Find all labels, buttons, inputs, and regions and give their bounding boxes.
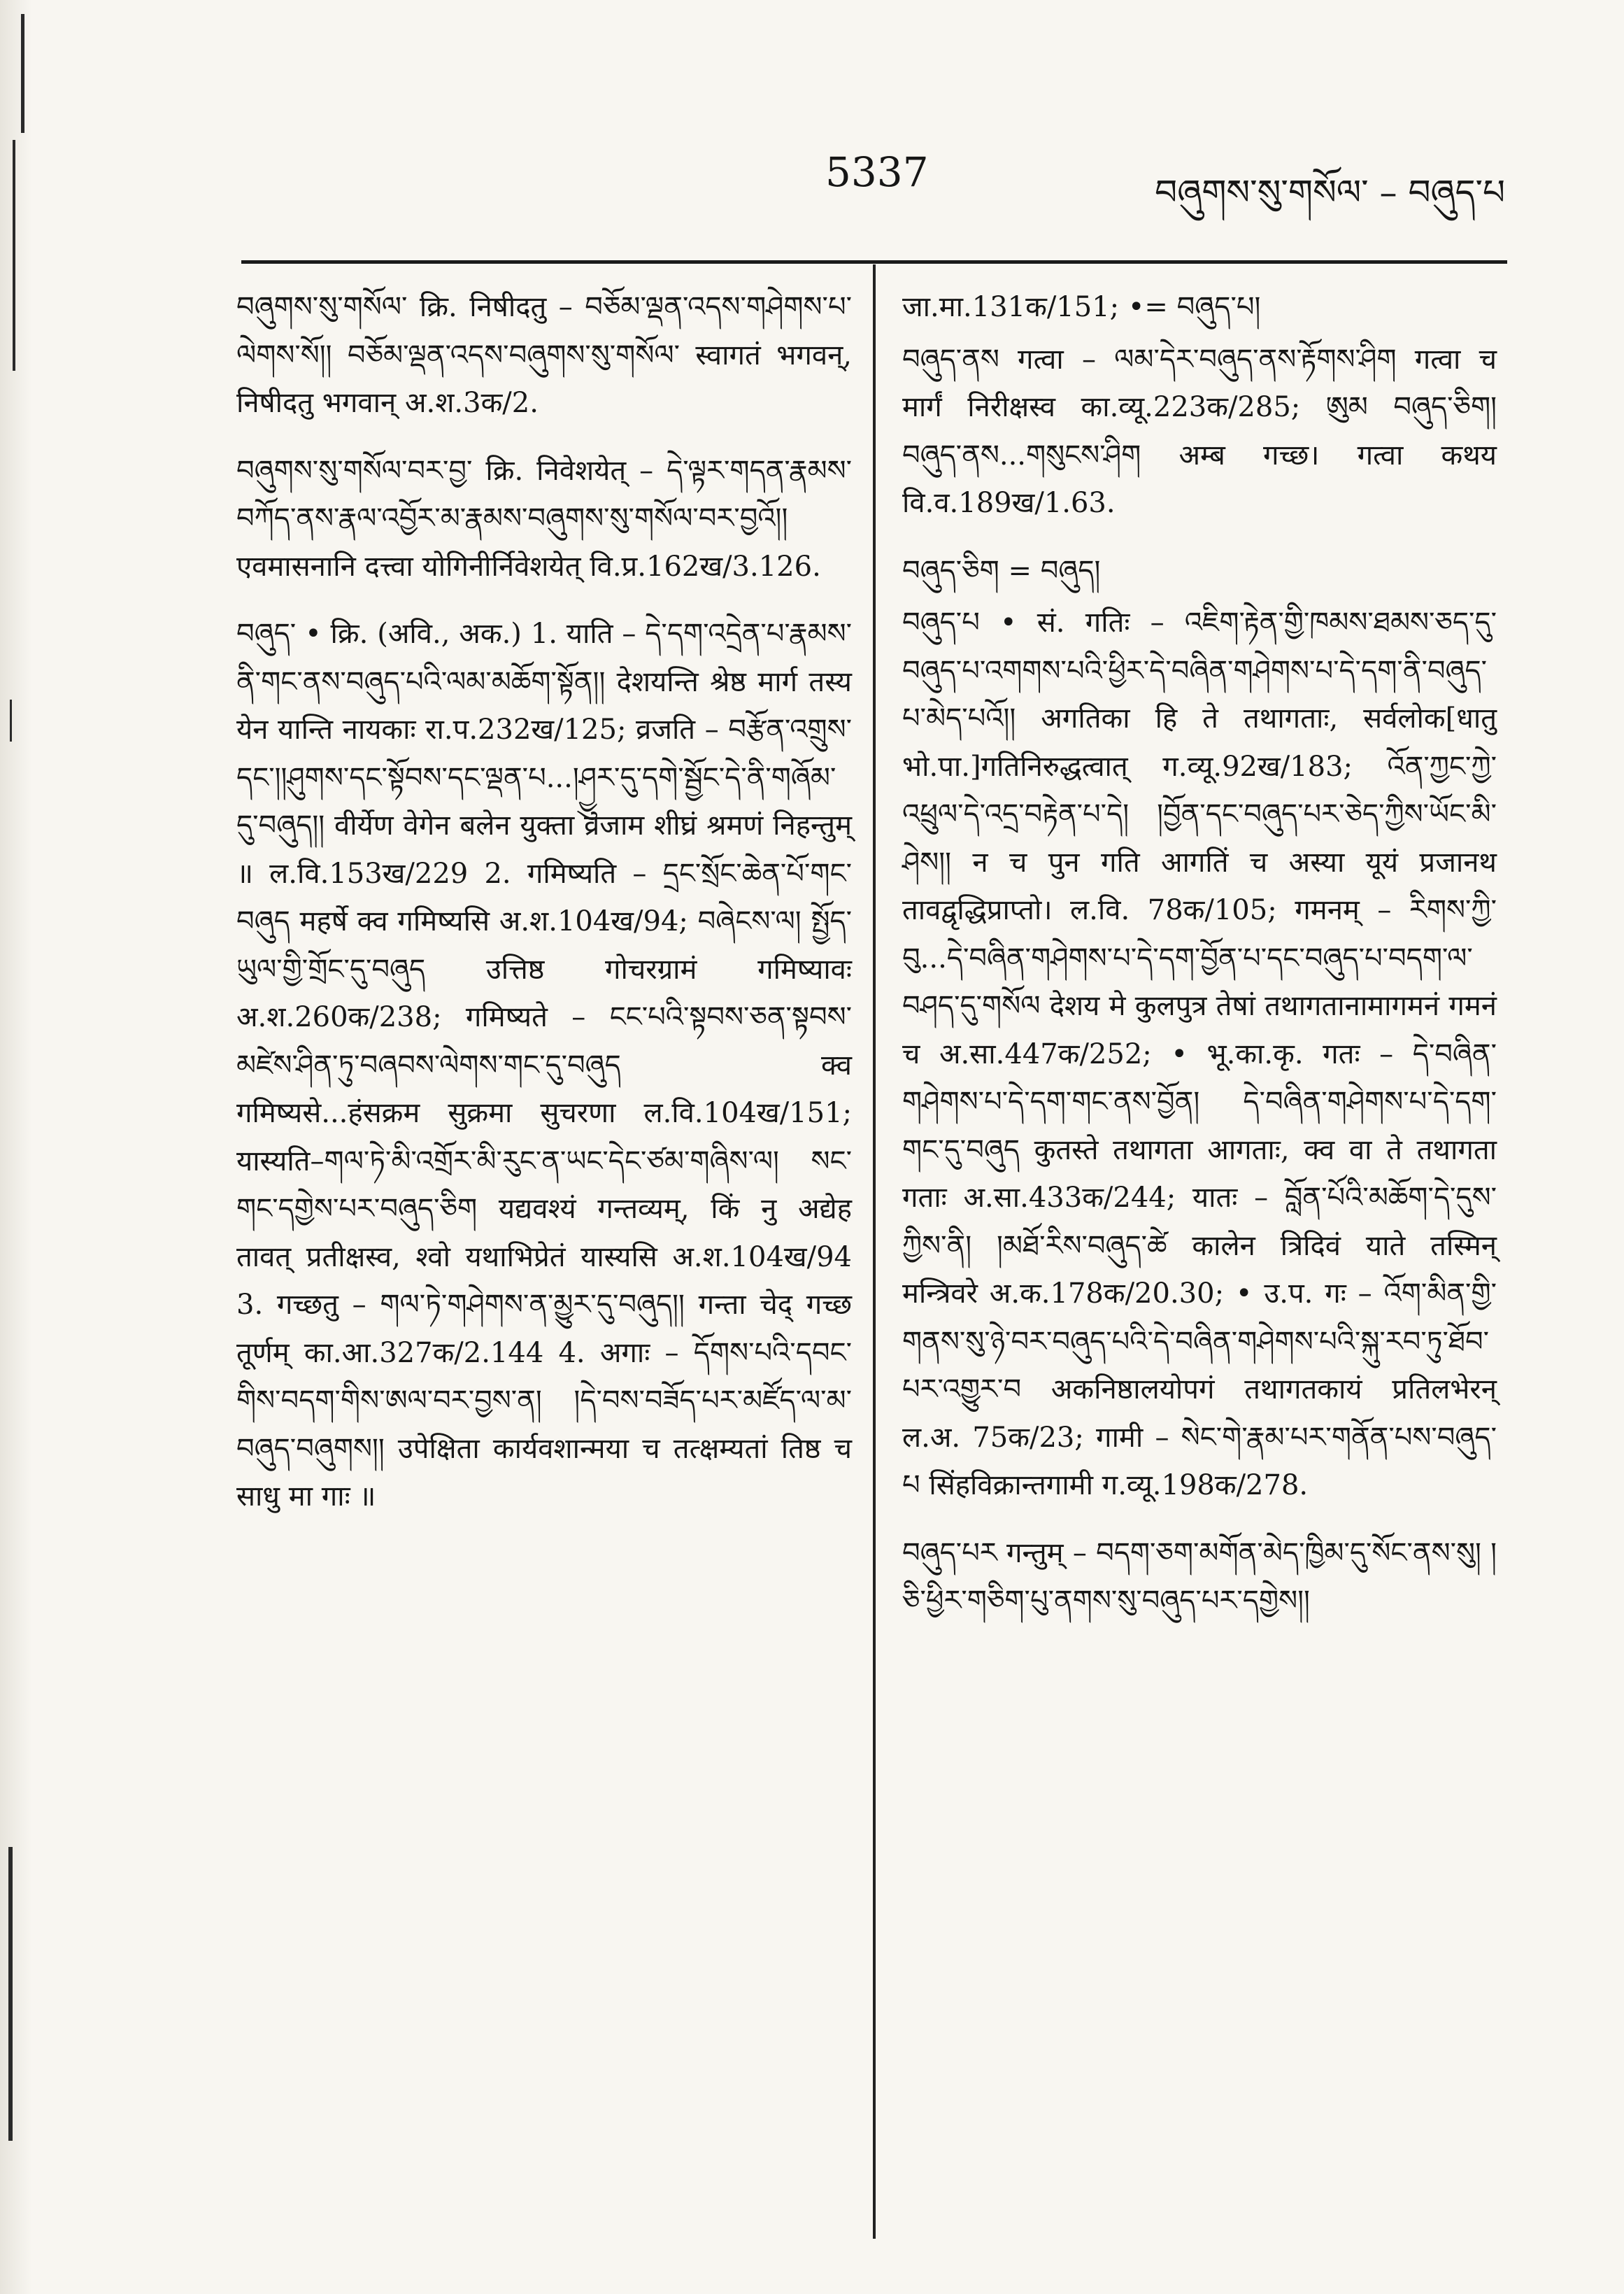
edge-mark [21,14,24,133]
running-head: བཞུགས་སུ་གསོལ་ – བཞུད་པ [1155,172,1505,213]
edge-mark [13,140,15,371]
dictionary-entry: བཞུད་པར गन्तुम् – བདག་ཅག་མགོན་མེད་ཁྱིམ་དུ་སོང་ནས་སུ། །ཅི་ཕྱིར་གཅིག་པུ་ནགས་སུ་བཞུད་པར་དགྱེས།། [902,1536,1497,1617]
right-column [902,283,1497,1645]
dictionary-entry: བཞུགས་སུ་གསོལ་བར་བྱ་ क्रि. निवेशयेत् – དེ་ལྟར་གདན་རྣམས་བཀོད་ནས་རྣལ་འབྱོར་མ་རྣམས་བཞུགས་སུ་གསོལ་བར་བྱའོ།། एवमासनानि दत्त्वा योगिनीर्निवेशयेत् वि.प्र.162ख/3.126. [236,454,852,583]
dictionary-entry: བཞུགས་སུ་གསོལ་ क्रि. निषीदतु – བཅོམ་ལྡན་འདས་གཤེགས་པ་ལེགས་སོ།། བཅོམ་ལྡན་འདས་བཞུགས་སུ་གསོལ་ स्वागतं भगवन्, निषीदतु भगवान् अ.श.3क/2. [236,291,852,419]
page-number: 5337 [825,148,929,196]
dictionary-entry: जा.मा.131क/151; •= བཞུད་པ། [902,291,1261,323]
scan-edge [0,0,32,2294]
header-rule [241,260,1507,264]
edge-mark [8,1847,13,2141]
edge-mark [10,700,12,742]
dictionary-entry: བཞུད་ • क्रि. (अवि., अक.) 1. याति – དེ་དག་འདྲེན་པ་རྣམས་ནི་གང་ནས་བཞུད་པའི་ལམ་མཆོག་སྟོན།། देशयन्ति श्रेष्ठ मार्ग तस्य येन यान्ति नायकाः रा.प.232ख/125; व्रजति – བརྩོན་འགྲུས་དང་།།ཤུགས་དང་སྟོབས་དང་ལྡན་པ...།ཤྱུར་དུ་དགེ་སྦྱོང་དེ་ནི་གཞོམ་དུ་བཞུད།། वीर्येण वेगेन बलेन युक्ता व्रजाम शीघ्रं श्रमणं निहन्तुम् ॥ ल.वि.153ख/229 2. गमिष्यति – དྲང་སྲོང་ཆེན་པོ་གང་བཞུད महर्षे क्व गमिष्यसि अ.श.104ख/94; བཞེངས་ལ། སྤྱོད་ཡུལ་གྱི་གྲོང་དུ་བཞུད उत्तिष्ठ गोचरग्रामं गमिष्यावः अ.श.260क/238; गमिष्यते – ངང་པའི་སྟབས་ཅན་སྟབས་མཛེས་ཤིན་ཏུ་བཞབས་ལེགས་གང་དུ་བཞུད क्व गमिष्यसे...हंसक्रम सुक्रमा सुचरणा ल.वि.104ख/151; यास्यति–གལ་ཏེ་མི་འགྲོར་མི་རུང་ན་ཡང་དེང་ཙམ་གཞིས་ལ། སང་གང་དགྱེས་པར་བཞུད་ཅིག यद्यवश्यं गन्तव्यम्, किं नु अद्येह तावत् प्रतीक्षस्व, श्वो यथाभिप्रेतं यास्यसि अ.श.104ख/94 3. गच्छतु – གལ་ཏེ་གཤེགས་ན་མྱུར་དུ་བཞུད།། गन्ता चेद् गच्छ तूर्णम् का.आ.327क/2.144 4. अगाः – དོགས་པའི་དབང་གིས་བདག་གིས་ཨལ་བར་བྱས་ན། །དེ་བས་བཟོད་པར་མཛོད་ལ་མ་བཞུད་བཞུགས།། उपेक्षिता कार्यवशान्मया च तत्क्षम्यतां तिष्ठ च साधु मा गाः ॥ [236,618,852,1513]
cross-reference-entry: བཞུད་ཅིག = བཞུད། [902,554,1101,587]
left-column [236,283,852,1541]
dictionary-entry: བཞུད་པ • सं. गतिः – འཇིག་རྟེན་གྱི་ཁམས་ཐམས་ཅད་དུ་བཞུད་པ་འགགས་པའི་ཕྱིར་དེ་བཞིན་གཤེགས་པ་དེ་དག་ནི་བཞུད་པ་མེད་པའོ།། अगतिका हि ते तथागताः, सर्वलोक[धातु भो.पा.]गतिनिरुद्धत्वात् ग.व्यू.92ख/183; འོན་ཀྱང་ཀྱེ་འཕྲུལ་དེ་འདྲ་བརྟེན་པ་དེ། །བྱོན་དང་བཞུད་པར་ཅེད་ཀྱིས་ཡོང་མི་ཤེས།། न च पुन गति आगतिं च अस्या यूयं प्रजानथ तावद्वृद्धिप्राप्तो। ल.वि. 78क/105; गमनम् – རིགས་ཀྱི་བུ...དེ་བཞིན་གཤེགས་པ་དེ་དག་བྱོན་པ་དང་བཞུད་པ་བདག་ལ་བཤད་དུ་གསོལ देशय मे कुलपुत्र तेषां तथागतानामागमनं गमनं च अ.सा.447क/252; • भू.का.कृ. गतः – དེ་བཞིན་གཤེགས་པ་དེ་དག་གང་ནས་བྱོན། དེ་བཞིན་གཤེགས་པ་དེ་དག་གང་དུ་བཞུད कुतस्ते तथागता आगताः, क्व वा ते तथागता गताः अ.सा.433क/244; यातः – བློན་པོའི་མཆོག་དེ་དུས་ཀྱིས་ནི། །མཐོ་རིས་བཞུད་ཚེ कालेन त्रिदिवं याते तस्मिन् मन्त्रिवरे अ.क.178क/20.30; • उ.प. गः – འོག་མིན་གྱི་གནས་སུ་ཉེ་བར་བཞུད་པའི་དེ་བཞིན་གཤེགས་པའི་སྐུ་རབ་ཏུ་ཐོབ་པར་འགྱུར་བ अकनिष्ठालयोपगं तथागतकायं प्रतिलभेरन् ल.अ. 75क/23; गामी – སེང་གེ་རྣམ་པར་གནོན་པས་བཞུད་པ सिंहविक्रान्तगामी ग.व्यू.198क/278. [902,607,1497,1501]
column-divider [873,264,876,2239]
dictionary-entry: བཞུད་ནས गत्वा – ལམ་དེར་བཞུད་ནས་རྟོགས་ཤིག गत्वा च मार्गं निरीक्षस्व का.व्यू.223क/285; ཨུམ བཞུད་ཅིག། བཞུད་ནས...གསུངས་ཤིག अम्ब गच्छ। गत्वा कथय वि.व.189ख/1.63. [902,343,1497,519]
